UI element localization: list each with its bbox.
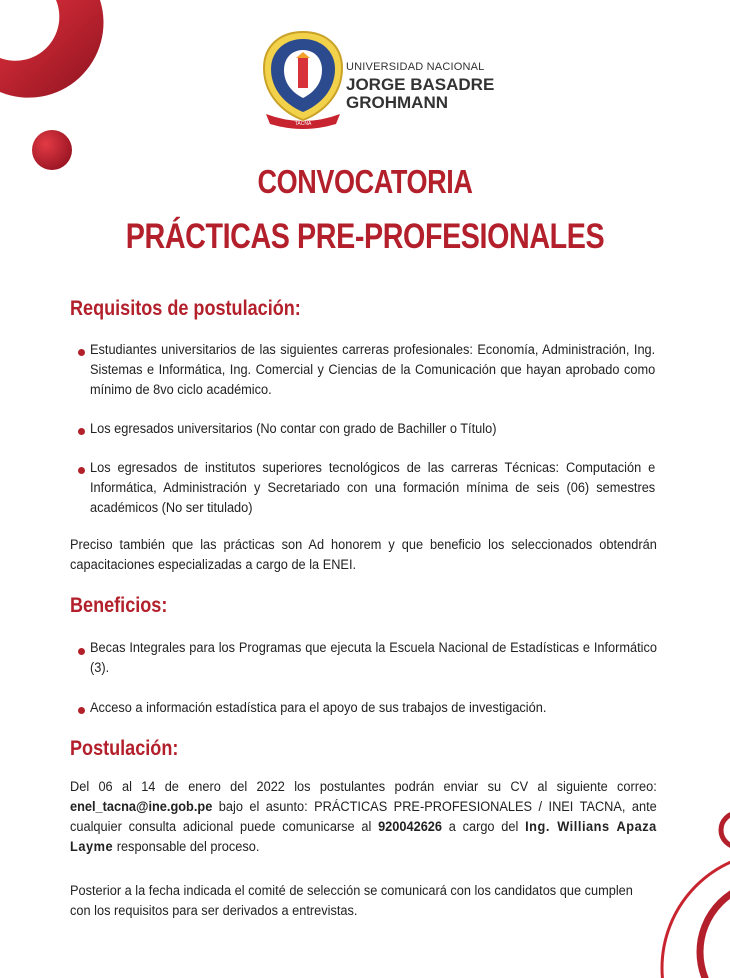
heading-beneficios: Beneficios: [70, 594, 168, 617]
university-seal-logo [258, 28, 348, 130]
requisito-item-1: Estudiantes universitarios de las siguientes carreras profesionales: Economía, Administración, Ing. Sistemas e Informática, Ing. Comercial y Ciencias de la Comunicación que hayan aprobado como mínimo de 8vo ciclo académico. [90, 342, 656, 398]
requisito-item-3: Los egresados de institutos superiores tecnológicos de las carreras Técnicas: Computación e Informática, Administración y Secretariado con una formación mínima de seis (06) semestres académicos (No ser titulado) [90, 460, 656, 516]
bullet-icon [78, 707, 85, 714]
requisitos-note: Preciso también que las prácticas son Ad honorem y que beneficio los seleccionados obtendrán capacitaciones especializadas a cargo de la ENEI. [70, 537, 657, 573]
university-name-line2: JORGE BASADRE [346, 75, 495, 94]
beneficio-item-2: Acceso a información estadística para el apoyo de sus trabajos de investigación. [90, 700, 547, 716]
postulacion-paragraph-1 [70, 777, 657, 857]
postulacion-paragraph-2: Posterior a la fecha indicada el comité de selección se comunicará con los candidatos que cumplen con los requisitos para ser derivados a entrevistas. [70, 883, 633, 919]
bullet-icon [78, 428, 85, 435]
postulacion-text-a: Del 06 al 14 de enero del 2022 los postulantes podrán enviar su CV al siguiente correo: [70, 779, 657, 795]
university-name [346, 62, 494, 111]
bullet-icon [78, 349, 85, 356]
heading-postulacion: Postulación: [70, 737, 179, 760]
decor-top-left-arc [0, 0, 110, 100]
bullet-icon [78, 467, 85, 474]
beneficio-item-1: Becas Integrales para los Programas que ejecuta la Escuela Nacional de Estadísticas e Informático (3). [90, 640, 657, 676]
contact-email: enel_tacna@ine.gob.pe [70, 799, 213, 815]
title-practicas: PRÁCTICAS PRE-PROFESIONALES [125, 217, 605, 256]
contact-phone: 920042626 [378, 819, 442, 835]
postulacion-text-d: responsable del proceso. [113, 839, 260, 855]
title-convocatoria: CONVOCATORIA [257, 163, 473, 200]
seal-ribbon-text: TACNA [294, 121, 312, 127]
postulacion-text-c: a cargo del [441, 819, 526, 835]
requisito-item-2: Los egresados universitarios (No contar con grado de Bachiller o Título) [90, 421, 497, 437]
university-name-line1: UNIVERSIDAD NACIONAL [346, 61, 485, 73]
contact-person: Ing. Willians Apaza Layme [70, 819, 657, 855]
heading-requisitos: Requisitos de postulación: [70, 297, 301, 320]
university-name-line3: GROHMANN [346, 93, 448, 112]
postulacion-text-b: bajo el asunto: PRÁCTICAS PRE-PROFESIONALES / INEI TACNA, ante cualquier consulta adicional puede comunicarse al [70, 799, 657, 835]
bullet-icon [78, 648, 85, 655]
